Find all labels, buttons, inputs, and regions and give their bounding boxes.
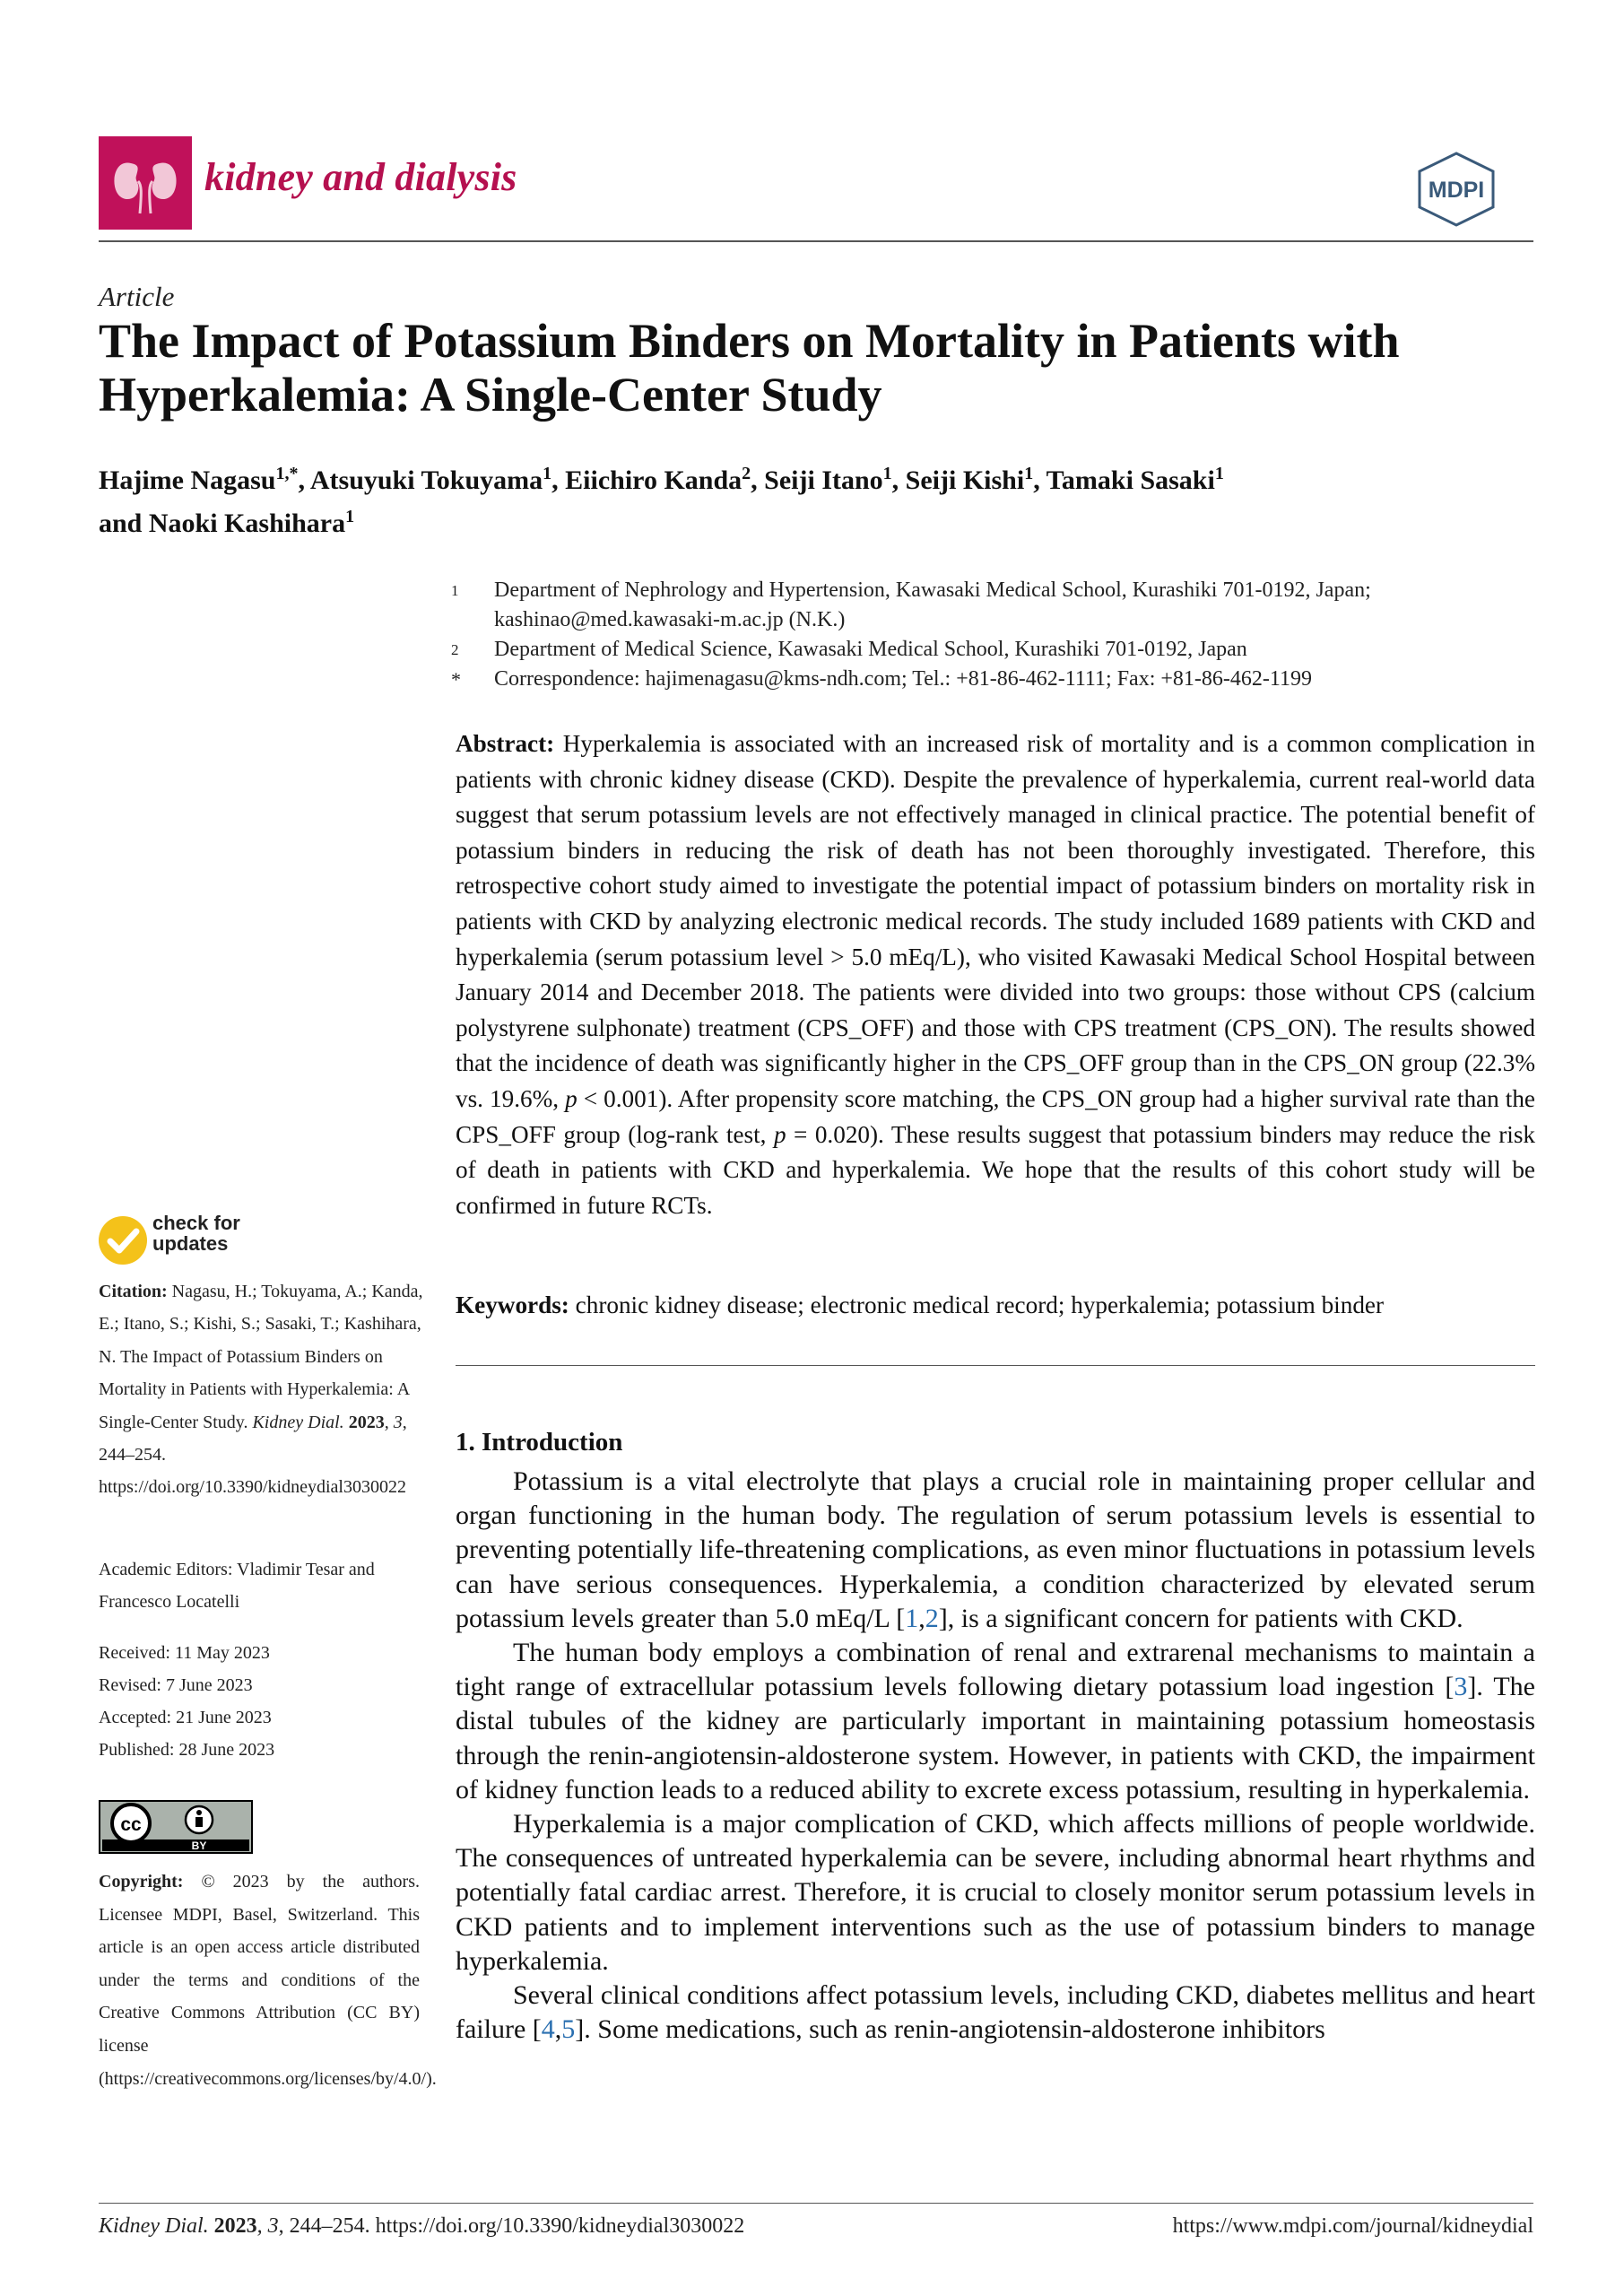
author-affiliation-mark: 1 (345, 507, 355, 526)
correspondence (451, 665, 1509, 695)
keywords-label: Keywords: (456, 1292, 569, 1318)
svg-text:cc: cc (120, 1814, 142, 1835)
citation: Citation: Nagasu, H.; Tokuyama, A.; Kanda, E.; Itano, S.; Kishi, S.; Sasaki, T.; Kashihara, N. The Impact of Potassium Binders on Mortality in Patients with Hyperkalemia: A Single-Center Study. Kidney Dial. 2023, 3, 244–254. https://doi.org/10.3390/kidneydial3030022 (99, 1282, 423, 1498)
section-heading: 1. Introduction (456, 1428, 623, 1457)
author-name: Seiji Itano (764, 465, 883, 495)
reference-link[interactable]: 4 (541, 2014, 555, 2045)
body-paragraph: Potassium is a vital electrolyte that plays a crucial role in maintaining proper cellular and organ functioning in the human body. The regulation of serum potassium levels is essential to preventing potentially life-threatening complications, as even minor fluctuations in potassium levels can have serious consequences. Hyperkalemia, a condition characterized by elevated serum potassium levels greater than 5.0 mEq/L [1,2], is a significant concern for patients with CKD. (456, 1466, 1535, 1633)
journal-logo (99, 136, 192, 230)
correspondence-text: Correspondence: hajimenagasu@kms-ndh.com; Tel.: +81-86-462-1111; Fax: +81-86-462-1199 (494, 667, 1312, 691)
author-name: Seiji Kishi (905, 465, 1025, 495)
reference-link[interactable]: 2 (925, 1603, 939, 1633)
reference-link[interactable]: 1 (905, 1603, 919, 1633)
abstract: Abstract: Hyperkalemia is associated with an increased risk of mortality and is a common complication in patients with chronic kidney disease (CKD). Despite the prevalence of hyperkalemia, current real-world data suggest that serum potassium levels are not effectively managed in clinical practice. The potential benefit of potassium binders in reducing the risk of death has not been thoroughly investigated. Therefore, this retrospective cohort study aimed to investigate the potential impact of potassium binders on mortality risk in patients with CKD by analyzing electronic medical records. The study included 1689 patients with CKD and hyperkalemia (serum potassium level > 5.0 mEq/L), who visited Kawasaki Medical School Hospital between January 2014 and December 2018. The patients were divided into two groups: those without CPS (calcium polystyrene sulphonate) treatment (CPS_OFF) and those with CPS treatment (CPS_ON). The results showed that the incidence of death was significantly higher in the CPS_OFF group than in the CPS_ON group (22.3% vs. 19.6%, p < 0.001). After propensity score matching, the CPS_ON group had a higher survival rate than the CPS_OFF group (log-rank test, p = 0.020). These results suggest that potassium binders may reduce the risk of death in patients with CKD and hyperkalemia. We hope that the results of this cohort study will be confirmed in future RCTs. (456, 730, 1536, 1219)
author-name: and Naoki Kashihara (99, 509, 346, 538)
reference-link[interactable]: 3 (1454, 1672, 1468, 1702)
paper-title: The Impact of Potassium Binders on Mortality in Patients with Hyperkalemia: A Single-Center Study (99, 314, 1400, 422)
header-divider (99, 240, 1533, 242)
kidney-icon (99, 136, 192, 230)
mdpi-logo-text: MDPI (1428, 178, 1485, 203)
article-type: Article (99, 281, 175, 312)
reference-link[interactable]: 5 (561, 2014, 576, 2045)
author-affiliation-mark: 1 (882, 464, 892, 483)
author-affiliation-mark: 1 (543, 464, 552, 483)
abstract-label: Abstract: (456, 730, 555, 757)
cc-by-license-icon[interactable] (99, 1800, 253, 1854)
published-date: Published: 28 June 2023 (99, 1740, 275, 1760)
abstract-divider (456, 1365, 1535, 1366)
affiliation-mark: 1 (451, 582, 459, 599)
affiliation-text: Department of Nephrology and Hypertension, Kawasaki Medical School, Kurashiki 701-0192, Japan; kashinao@med.kawasaki-m.ac.jp (N.K.) (494, 578, 1371, 631)
footer-citation: Kidney Dial. 2023, 3, 244–254. https://doi.org/10.3390/kidneydial3030022 (99, 2214, 745, 2238)
author-affiliation-mark: 1,* (275, 464, 299, 483)
keywords: Keywords: chronic kidney disease; electronic medical record; hyperkalemia; potassium binder (456, 1292, 1385, 1318)
academic-editors: Academic Editors: Vladimir Tesar and Francesco Locatelli (99, 1560, 375, 1612)
author-name: Eiichiro Kanda (565, 465, 743, 495)
author-affiliation-mark: 1 (1214, 464, 1224, 483)
author-name: Tamaki Sasaki (1046, 465, 1215, 495)
copyright-label: Copyright: (99, 1872, 184, 1892)
journal-name: kidney and dialysis (204, 155, 517, 199)
body-paragraph: Hyperkalemia is a major complication of CKD, which affects millions of people worldwide. The consequences of untreated hyperkalemia can be severe, including abnormal heart rhythms and potentially fatal cardiac arrest. Therefore, it is crucial to closely monitor serum potassium levels in CKD patients and to implement interventions such as the use of potassium binders to manage hyperkalemia. (456, 1809, 1535, 1976)
affiliation-2 (451, 635, 1509, 665)
check-for-updates-icon[interactable] (97, 1214, 149, 1266)
affiliation-mark: * (451, 668, 461, 691)
affiliation-mark: 2 (451, 641, 459, 658)
body-paragraph: Several clinical conditions affect potassium levels, including CKD, diabetes mellitus and heart failure [4,5]. Some medications, such as renin-angiotensin-aldosterone inhibitors (456, 1980, 1535, 2045)
journal-url-link[interactable]: https://www.mdpi.com/journal/kidneydial (1172, 2214, 1533, 2238)
author-list: Hajime Nagasu$^{1,*}$, Atsuyuki Tokuyama$^1$, Eiichiro Kanda$^2$, Seiji Itano$^1$, Seiji Kishi$^1$, Tamaki Sasaki$^1$ and Naoki Kashihara$^1$ (99, 464, 1224, 538)
mdpi-logo (1415, 151, 1498, 228)
affiliation-1 (451, 576, 1509, 637)
cc-by-label: BY (191, 1839, 207, 1852)
author-affiliation-mark: 2 (742, 464, 751, 483)
affiliation-text: Department of Medical Science, Kawasaki Medical School, Kurashiki 701-0192, Japan (494, 638, 1247, 661)
revised-date: Revised: 7 June 2023 (99, 1675, 253, 1695)
received-date: Received: 11 May 2023 (99, 1643, 270, 1663)
author-affiliation-mark: 1 (1024, 464, 1034, 483)
author-name: Atsuyuki Tokuyama (309, 465, 543, 495)
body-paragraph: The human body employs a combination of renal and extrarenal mechanisms to maintain a tight range of extracellular potassium levels following dietary potassium load ingestion [3]. The distal tubules of the kidney are particularly important in maintaining potassium homeostasis through the renin-angiotensin-aldosterone system. However, in patients with CKD, the impairment of kidney function leads to a reduced ability to excrete excess potassium, resulting in hyperkalemia. (456, 1638, 1535, 1805)
accepted-date: Accepted: 21 June 2023 (99, 1708, 272, 1727)
check-for-updates-label[interactable]: check for updates (152, 1212, 240, 1255)
copyright-notice: Copyright: © 2023 by the authors. Licensee MDPI, Basel, Switzerland. This article is an open access article distributed under the terms and conditions of the Creative Commons Attribution (CC BY) license (https://creativecommons.org/licenses/by/4.0/). (99, 1872, 437, 2089)
author-name: Hajime Nagasu (99, 465, 276, 495)
introduction-body (456, 1465, 1535, 2047)
footer-divider (99, 2203, 1533, 2204)
citation-label: Citation: (99, 1282, 168, 1301)
